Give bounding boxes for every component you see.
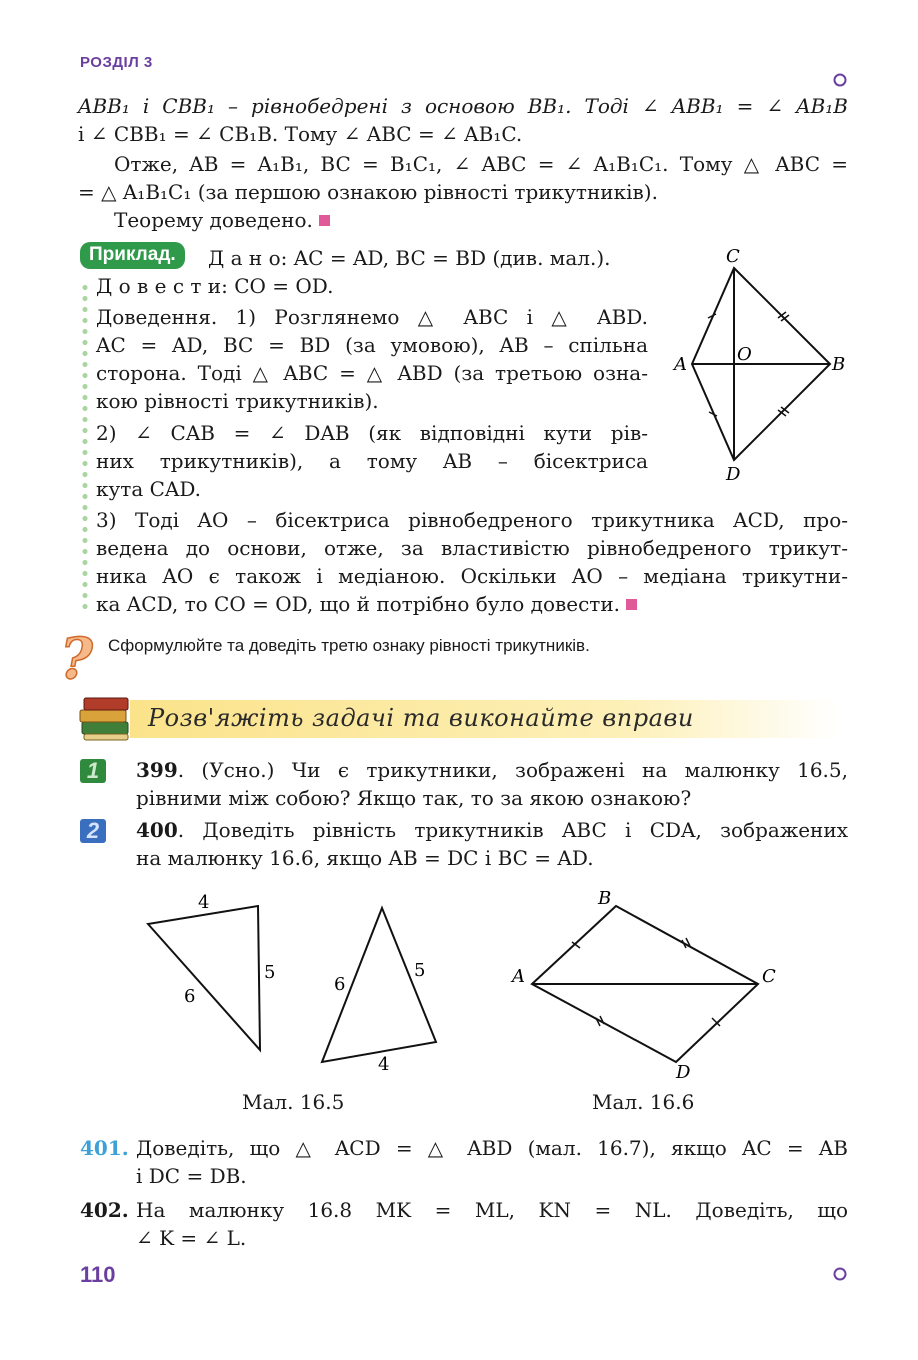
exercise-401-line-1: Доведіть, що △ ACD = △ ABD (мал. 16.7), якщо AC = AB [136,1136,848,1160]
label-a: A [512,966,525,987]
example-prove: Д о в е с т и: CO = OD. [96,274,334,298]
example-line-8: 3) Тоді AO – бісектриса рівнобедреного трикутника ACD, про- [96,508,848,532]
example-line-3: сторона. Тоді △ ABC = △ ABD (за третьою озна- [96,361,648,385]
svg-text:?: ? [60,628,93,686]
theorem-proved [114,206,884,234]
difficulty-level-1-icon: 1 [80,759,106,783]
example-line-7: кута CAD. [96,477,202,501]
example-dotted-margin [82,282,88,612]
label-c: C [762,966,776,987]
exercise-399-text-1: (Усно.) Чи є трикутники, зображені на малюнку 16.5, [201,758,848,782]
label-d: D [726,464,741,485]
t1-side-right: 5 [264,962,276,983]
example-line-11-text: ка ACD, то CO = OD, що й потрібно було довести. [96,592,621,616]
example-badge: Приклад. [80,242,185,269]
figure-16-5 [140,884,450,1084]
exercise-400-line-1: 400. Доведіть рівність трикутників ABC і CDA, зображених [136,818,848,842]
proof-line-3: Отже, AB = A₁B₁, BC = B₁C₁, ∠ ABC = ∠ A₁B₁C₁. Тому △ ABC = [114,152,848,176]
exercise-402-number: 402. [80,1198,129,1222]
proof-line-4: = △ A₁B₁C₁ (за першою ознакою рівності трикутників). [78,180,658,204]
page-number: 110 [80,1262,116,1287]
exercise-401-line-2: і DC = DB. [136,1164,247,1188]
label-b: B [598,888,612,909]
label-o: O [737,344,752,365]
question-mark-icon [58,628,102,686]
example-line-10: ника AO є також і медіаною. Оскільки AO – медіана трикутни- [96,564,848,588]
question-text: Сформулюйте та доведіть третю ознаку рівності трикутників. [108,636,590,655]
exercises-banner-title: Розв'яжіть задачі та виконайте вправи [148,704,694,732]
exercise-402-line-2: ∠ K = ∠ L. [136,1226,247,1250]
difficulty-level-2-icon: 2 [80,819,106,843]
exercise-400-line-2: на малюнку 16.6, якщо AB = DC і BC = AD. [136,846,594,870]
example-line-6: них трикутників), а тому AB – бісектриса [96,449,648,473]
section-title: РОЗДІЛ 3 [80,54,153,71]
end-of-proof-marker [626,599,637,610]
figure-16-6-caption: Мал. 16.6 [592,1090,695,1114]
books-icon [76,688,136,744]
exercise-401-num: 401. [80,1136,129,1160]
figure-16-5-caption: Мал. 16.5 [242,1090,345,1114]
example-given: Д а н о: AC = AD, BC = BD (див. мал.). [208,246,611,270]
label-c: C [726,246,740,267]
exercise-400-number: 400 [136,818,178,842]
t2-side-left: 6 [334,974,346,995]
label-b: B [832,354,846,375]
end-of-proof-marker [319,215,330,226]
footer-rule [160,1266,850,1282]
t1-side-hyp: 6 [184,986,196,1007]
example-line-1: Доведення. 1) Розглянемо △ ABC і △ ABD. [96,305,648,329]
exercise-399-line-2: рівними між собою? Якщо так, то за якою ознакою? [136,786,692,810]
example-line-11 [96,590,848,618]
label-a: A [674,354,687,375]
header-rule [78,72,850,88]
example-line-9: ведена до основи, отже, за властивістю рівнобедреного трикут- [96,536,848,560]
t2-side-bottom: 4 [378,1054,390,1075]
proof-line-2: і ∠ CBB₁ = ∠ CB₁B. Тому ∠ ABC = ∠ AB₁C. [78,122,523,146]
example-line-4: кою рівності трикутників). [96,389,379,413]
exercise-402-line-1: На малюнку 16.8 MK = ML, KN = NL. Доведіть, що [136,1198,848,1222]
exercise-400-text-1: Доведіть рівність трикутників ABC і CDA, зображених [202,818,848,842]
exercise-399-line-1: 399. (Усно.) Чи є трикутники, зображені на малюнку 16.5, [136,758,848,782]
proof-line-1: ABB₁ і CBB₁ – рівнобедрені з основою BB₁. Тоді ∠ ABB₁ = ∠ AB₁B [78,94,848,118]
example-figure [660,240,860,490]
exercise-399-number: 399 [136,758,178,782]
example-line-5: 2) ∠ CAB = ∠ DAB (як відповідні кути рів- [96,421,648,445]
t1-side-top: 4 [198,892,210,913]
t2-side-right: 5 [414,960,426,981]
triangle-1 [148,906,260,1050]
theorem-proved-text: Теорему доведено. [114,208,313,232]
figure-16-6 [500,884,800,1084]
exercise-401-number [80,1134,136,1162]
example-line-2: AC = AD, BC = BD (за умовою), AB – спільна [96,333,648,357]
label-d: D [676,1062,691,1083]
